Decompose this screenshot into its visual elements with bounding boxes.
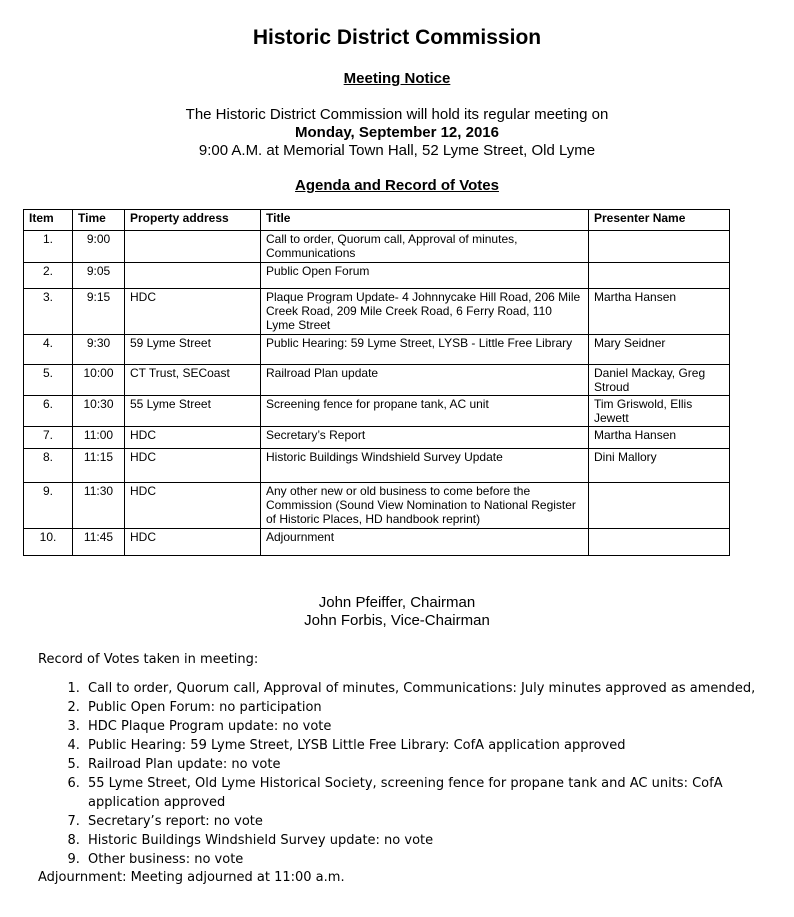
time-cell: 10:30 [73, 396, 125, 427]
list-item: 2. Public Open Forum: no participation [84, 698, 758, 717]
meeting-date: Monday, September 12, 2016 [295, 124, 499, 141]
address-cell: HDC [125, 529, 261, 556]
column-header-item: Item [24, 210, 73, 231]
time-cell: 11:30 [73, 483, 125, 529]
time-cell: 10:00 [73, 365, 125, 396]
title-cell: Any other new or old business to come before the Commission (Sound View Nomination to National Register of Historic Places, HD handbook reprint) [261, 483, 589, 529]
list-item: 4. Public Hearing: 59 Lyme Street, LYSB Little Free Library: CofA application approved [84, 736, 758, 755]
item-cell: 5. [24, 365, 73, 396]
presenter-cell [589, 231, 730, 263]
item-cell: 4. [24, 335, 73, 365]
table-row [24, 449, 730, 483]
address-cell: 59 Lyme Street [125, 335, 261, 365]
presenter-cell [589, 263, 730, 289]
list-item: 9. Other business: no vote [84, 850, 758, 869]
item-cell: 8. [24, 449, 73, 483]
title-cell: Call to order, Quorum call, Approval of minutes, Communications [261, 231, 589, 263]
adjournment-note: Adjournment: Meeting adjourned at 11:00 a.m. [38, 870, 345, 885]
presenter-cell [589, 529, 730, 556]
table-row [24, 396, 730, 427]
agenda-heading: Agenda and Record of Votes [295, 177, 499, 194]
table-row [24, 483, 730, 529]
address-cell: CT Trust, SECoast [125, 365, 261, 396]
chairman-name: John Pfeiffer, Chairman [318, 594, 476, 611]
meeting-intro-text: The Historic District Commission will hold its regular meeting on [185, 106, 609, 123]
title-cell: Railroad Plan update [261, 365, 589, 396]
presenter-cell: Tim Griswold, Ellis Jewett [589, 396, 730, 427]
meeting-venue: 9:00 A.M. at Memorial Town Hall, 52 Lyme Street, Old Lyme [198, 142, 596, 159]
title-cell: Screening fence for propane tank, AC unit [261, 396, 589, 427]
column-header-property-address: Property address [125, 210, 261, 231]
list-item: 6. 55 Lyme Street, Old Lyme Historical Society, screening fence for propane tank and AC units: CofA application approved [84, 774, 758, 812]
address-cell: HDC [125, 427, 261, 449]
address-cell: 55 Lyme Street [125, 396, 261, 427]
agenda-header-row [24, 210, 730, 231]
item-cell: 7. [24, 427, 73, 449]
page-title: Historic District Commission [252, 26, 542, 49]
time-cell: 11:00 [73, 427, 125, 449]
address-cell: HDC [125, 449, 261, 483]
title-cell: Secretary’s Report [261, 427, 589, 449]
agenda-table [23, 209, 730, 556]
table-row [24, 231, 730, 263]
item-cell: 1. [24, 231, 73, 263]
address-cell [125, 263, 261, 289]
column-header-title: Title [261, 210, 589, 231]
address-cell: HDC [125, 483, 261, 529]
vice-chairman-name: John Forbis, Vice-Chairman [304, 612, 490, 629]
title-cell: Public Open Forum [261, 263, 589, 289]
item-cell: 3. [24, 289, 73, 335]
table-row [24, 289, 730, 335]
time-cell: 9:15 [73, 289, 125, 335]
votes-list [38, 679, 758, 869]
time-cell: 9:00 [73, 231, 125, 263]
presenter-cell: Daniel Mackay, Greg Stroud [589, 365, 730, 396]
officers-block [0, 594, 794, 630]
column-header-presenter: Presenter Name [589, 210, 730, 231]
table-row [24, 263, 730, 289]
title-cell: Adjournment [261, 529, 589, 556]
item-cell: 2. [24, 263, 73, 289]
table-row [24, 529, 730, 556]
title-cell: Historic Buildings Windshield Survey Update [261, 449, 589, 483]
item-cell: 9. [24, 483, 73, 529]
column-header-time: Time [73, 210, 125, 231]
table-row [24, 365, 730, 396]
time-cell: 11:15 [73, 449, 125, 483]
time-cell: 9:30 [73, 335, 125, 365]
item-cell: 10. [24, 529, 73, 556]
item-cell: 6. [24, 396, 73, 427]
list-item: 7. Secretary’s report: no vote [84, 812, 758, 831]
list-item: 5. Railroad Plan update: no vote [84, 755, 758, 774]
list-item: 1. Call to order, Quorum call, Approval of minutes, Communications: July minutes approved as amended, [84, 679, 758, 698]
record-of-votes [38, 650, 758, 869]
title-cell: Public Hearing: 59 Lyme Street, LYSB - Little Free Library [261, 335, 589, 365]
presenter-cell: Martha Hansen [589, 427, 730, 449]
list-item: 8. Historic Buildings Windshield Survey update: no vote [84, 831, 758, 850]
presenter-cell: Mary Seidner [589, 335, 730, 365]
address-cell: HDC [125, 289, 261, 335]
presenter-cell: Dini Mallory [589, 449, 730, 483]
title-cell: Plaque Program Update- 4 Johnnycake Hill Road, 206 Mile Creek Road, 209 Mile Creek Road, 6 Ferry Road, 110 Lyme Street [261, 289, 589, 335]
address-cell [125, 231, 261, 263]
presenter-cell [589, 483, 730, 529]
votes-heading: Record of Votes taken in meeting: [38, 652, 259, 667]
table-row [24, 427, 730, 449]
time-cell: 9:05 [73, 263, 125, 289]
list-item: 3. HDC Plaque Program update: no vote [84, 717, 758, 736]
meeting-notice-heading: Meeting Notice [343, 70, 451, 87]
time-cell: 11:45 [73, 529, 125, 556]
presenter-cell: Martha Hansen [589, 289, 730, 335]
table-row [24, 335, 730, 365]
